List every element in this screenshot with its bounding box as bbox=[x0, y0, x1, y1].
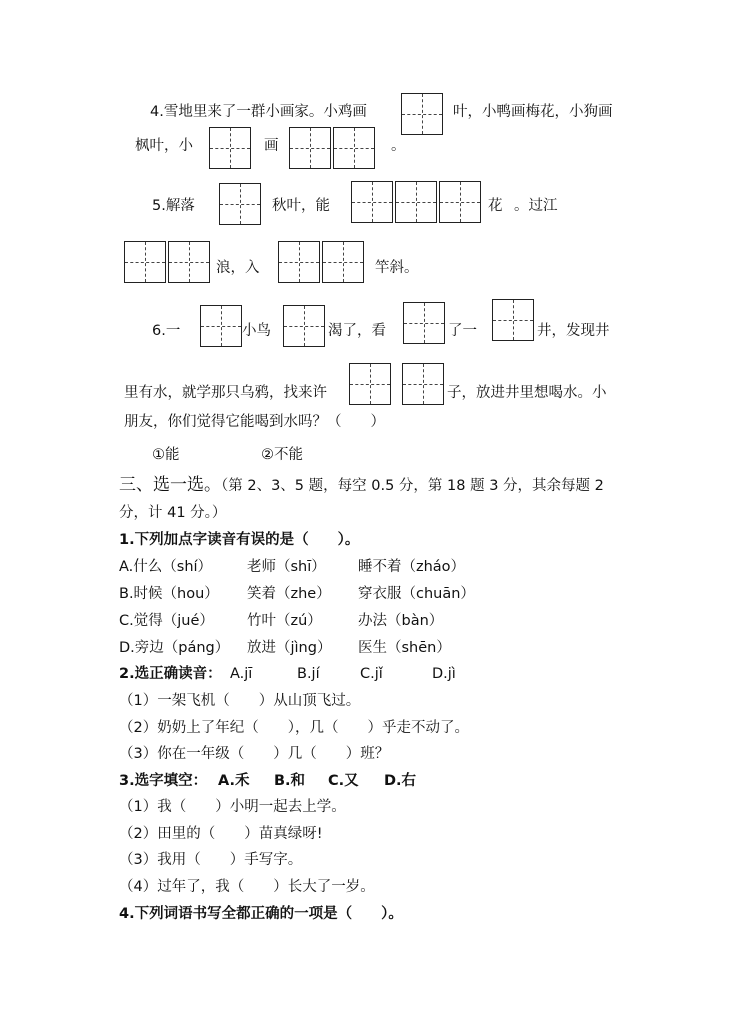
char-box[interactable] bbox=[349, 363, 391, 405]
q3-3-item-4: （4）过年了，我（ ）长大了一岁。 bbox=[119, 879, 375, 895]
q3-1-row-b-3: 穿衣服（chuān） bbox=[358, 586, 475, 602]
q3-3-title: 3.选字填空： bbox=[119, 773, 208, 789]
char-box[interactable] bbox=[395, 181, 437, 223]
q3-3-option-d: D.右 bbox=[384, 773, 417, 789]
q3-2-title: 2.选正确读音： bbox=[119, 666, 222, 682]
char-box[interactable] bbox=[200, 305, 242, 347]
q6-text-a: 6.一 bbox=[152, 323, 181, 339]
char-box[interactable] bbox=[403, 302, 445, 344]
q4-text-d: 画 bbox=[264, 138, 279, 154]
char-box[interactable] bbox=[333, 127, 375, 169]
section3-note: （第 2、3、5 题，每空 0.5 分，第 18 题 3 分，其余每题 2 bbox=[221, 478, 604, 494]
q3-1-title: 1.下列加点字读音有误的是（ ）。 bbox=[119, 532, 360, 548]
q3-1-row-d-2: 放进（jìng） bbox=[247, 640, 332, 656]
q4-text-b: 叶，小鸭画梅花，小狗画 bbox=[453, 104, 613, 120]
char-box[interactable] bbox=[124, 241, 166, 283]
q3-3-option-b: B.和 bbox=[274, 773, 306, 789]
q3-2-option-a: A.jī bbox=[230, 666, 253, 682]
q3-1-row-b-1: B.时候（hou） bbox=[119, 586, 219, 602]
char-box[interactable] bbox=[168, 241, 210, 283]
section3-heading-line1 bbox=[119, 476, 604, 495]
q6-text-g: 子，放进井里想喝水。小 bbox=[447, 385, 607, 401]
q3-2-option-c: C.jǐ bbox=[360, 666, 383, 682]
char-box[interactable] bbox=[283, 305, 325, 347]
q3-1-row-c-1: C.觉得（jué） bbox=[119, 613, 214, 629]
q6-option-1[interactable]: ①能 bbox=[152, 447, 180, 463]
q3-2-item-2: （2）奶奶上了年纪（ ），几（ ）乎走不动了。 bbox=[119, 720, 469, 736]
q3-2-option-d: D.jì bbox=[432, 666, 456, 682]
q3-3-option-c: C.又 bbox=[328, 773, 359, 789]
q3-1-row-a-3: 睡不着（zháo） bbox=[358, 559, 466, 575]
q6-text-c: 渴了，看 bbox=[328, 323, 386, 339]
q5-text-f: 竿斜。 bbox=[375, 260, 419, 276]
q4-text-a: 4.雪地里来了一群小画家。小鸡画 bbox=[150, 104, 367, 120]
q3-4-title: 4.下列词语书写全都正确的一项是（ ）。 bbox=[119, 906, 403, 922]
q3-3-item-2: （2）田里的（ ）苗真绿呀! bbox=[119, 826, 323, 842]
q5-text-b: 秋叶，能 bbox=[272, 198, 330, 214]
q6-text-b: 小鸟 bbox=[242, 323, 271, 339]
char-box[interactable] bbox=[351, 181, 393, 223]
char-box[interactable] bbox=[209, 127, 251, 169]
char-box[interactable] bbox=[402, 363, 444, 405]
section3-note-line2: 分，计 41 分。） bbox=[119, 505, 227, 521]
q3-1-row-b-2: 笑着（zhe） bbox=[247, 586, 331, 602]
q6-text-h: 朋友，你们觉得它能喝到水吗？（ ） bbox=[124, 414, 385, 430]
q3-2-item-3: （3）你在一年级（ ）几（ ）班？ bbox=[119, 746, 390, 762]
q3-1-row-a-2: 老师（shī） bbox=[247, 559, 326, 575]
q5-text-e: 浪，入 bbox=[216, 260, 260, 276]
q3-1-row-c-2: 竹叶（zú） bbox=[247, 613, 322, 629]
q5-text-d: 。过江 bbox=[514, 198, 558, 214]
q6-text-e: 井，发现井 bbox=[537, 323, 610, 339]
char-box[interactable] bbox=[289, 127, 331, 169]
q3-3-item-3: （3）我用（ ）手写字。 bbox=[119, 852, 303, 868]
q4-text-c: 枫叶，小 bbox=[135, 138, 193, 154]
section3-heading: 三、选一选。 bbox=[119, 475, 221, 495]
q3-1-row-d-1: D.旁边（páng） bbox=[119, 640, 230, 656]
q6-text-d: 了一 bbox=[448, 323, 477, 339]
q3-1-row-c-3: 办法（bàn） bbox=[358, 613, 444, 629]
char-box[interactable] bbox=[278, 241, 320, 283]
q5-text-a: 5.解落 bbox=[152, 198, 195, 214]
q3-2-option-b: B.jí bbox=[297, 666, 320, 682]
char-box[interactable] bbox=[322, 241, 364, 283]
char-box[interactable] bbox=[401, 93, 443, 135]
q3-1-row-d-3: 医生（shēn） bbox=[358, 640, 451, 656]
q3-3-item-1: （1）我（ ）小明一起去上学。 bbox=[119, 799, 346, 815]
char-box[interactable] bbox=[492, 299, 534, 341]
q4-text-e: 。 bbox=[391, 138, 406, 154]
q6-option-2[interactable]: ②不能 bbox=[261, 447, 303, 463]
q6-text-f: 里有水，就学那只乌鸦，找来许 bbox=[124, 385, 327, 401]
char-box[interactable] bbox=[219, 183, 261, 225]
char-box[interactable] bbox=[439, 181, 481, 223]
q3-1-row-a-1: A.什么（shí） bbox=[119, 559, 213, 575]
q5-text-c: 花 bbox=[488, 198, 503, 214]
q3-3-option-a: A.禾 bbox=[218, 773, 250, 789]
q3-2-item-1: （1）一架飞机（ ）从山顶飞过。 bbox=[119, 693, 361, 709]
